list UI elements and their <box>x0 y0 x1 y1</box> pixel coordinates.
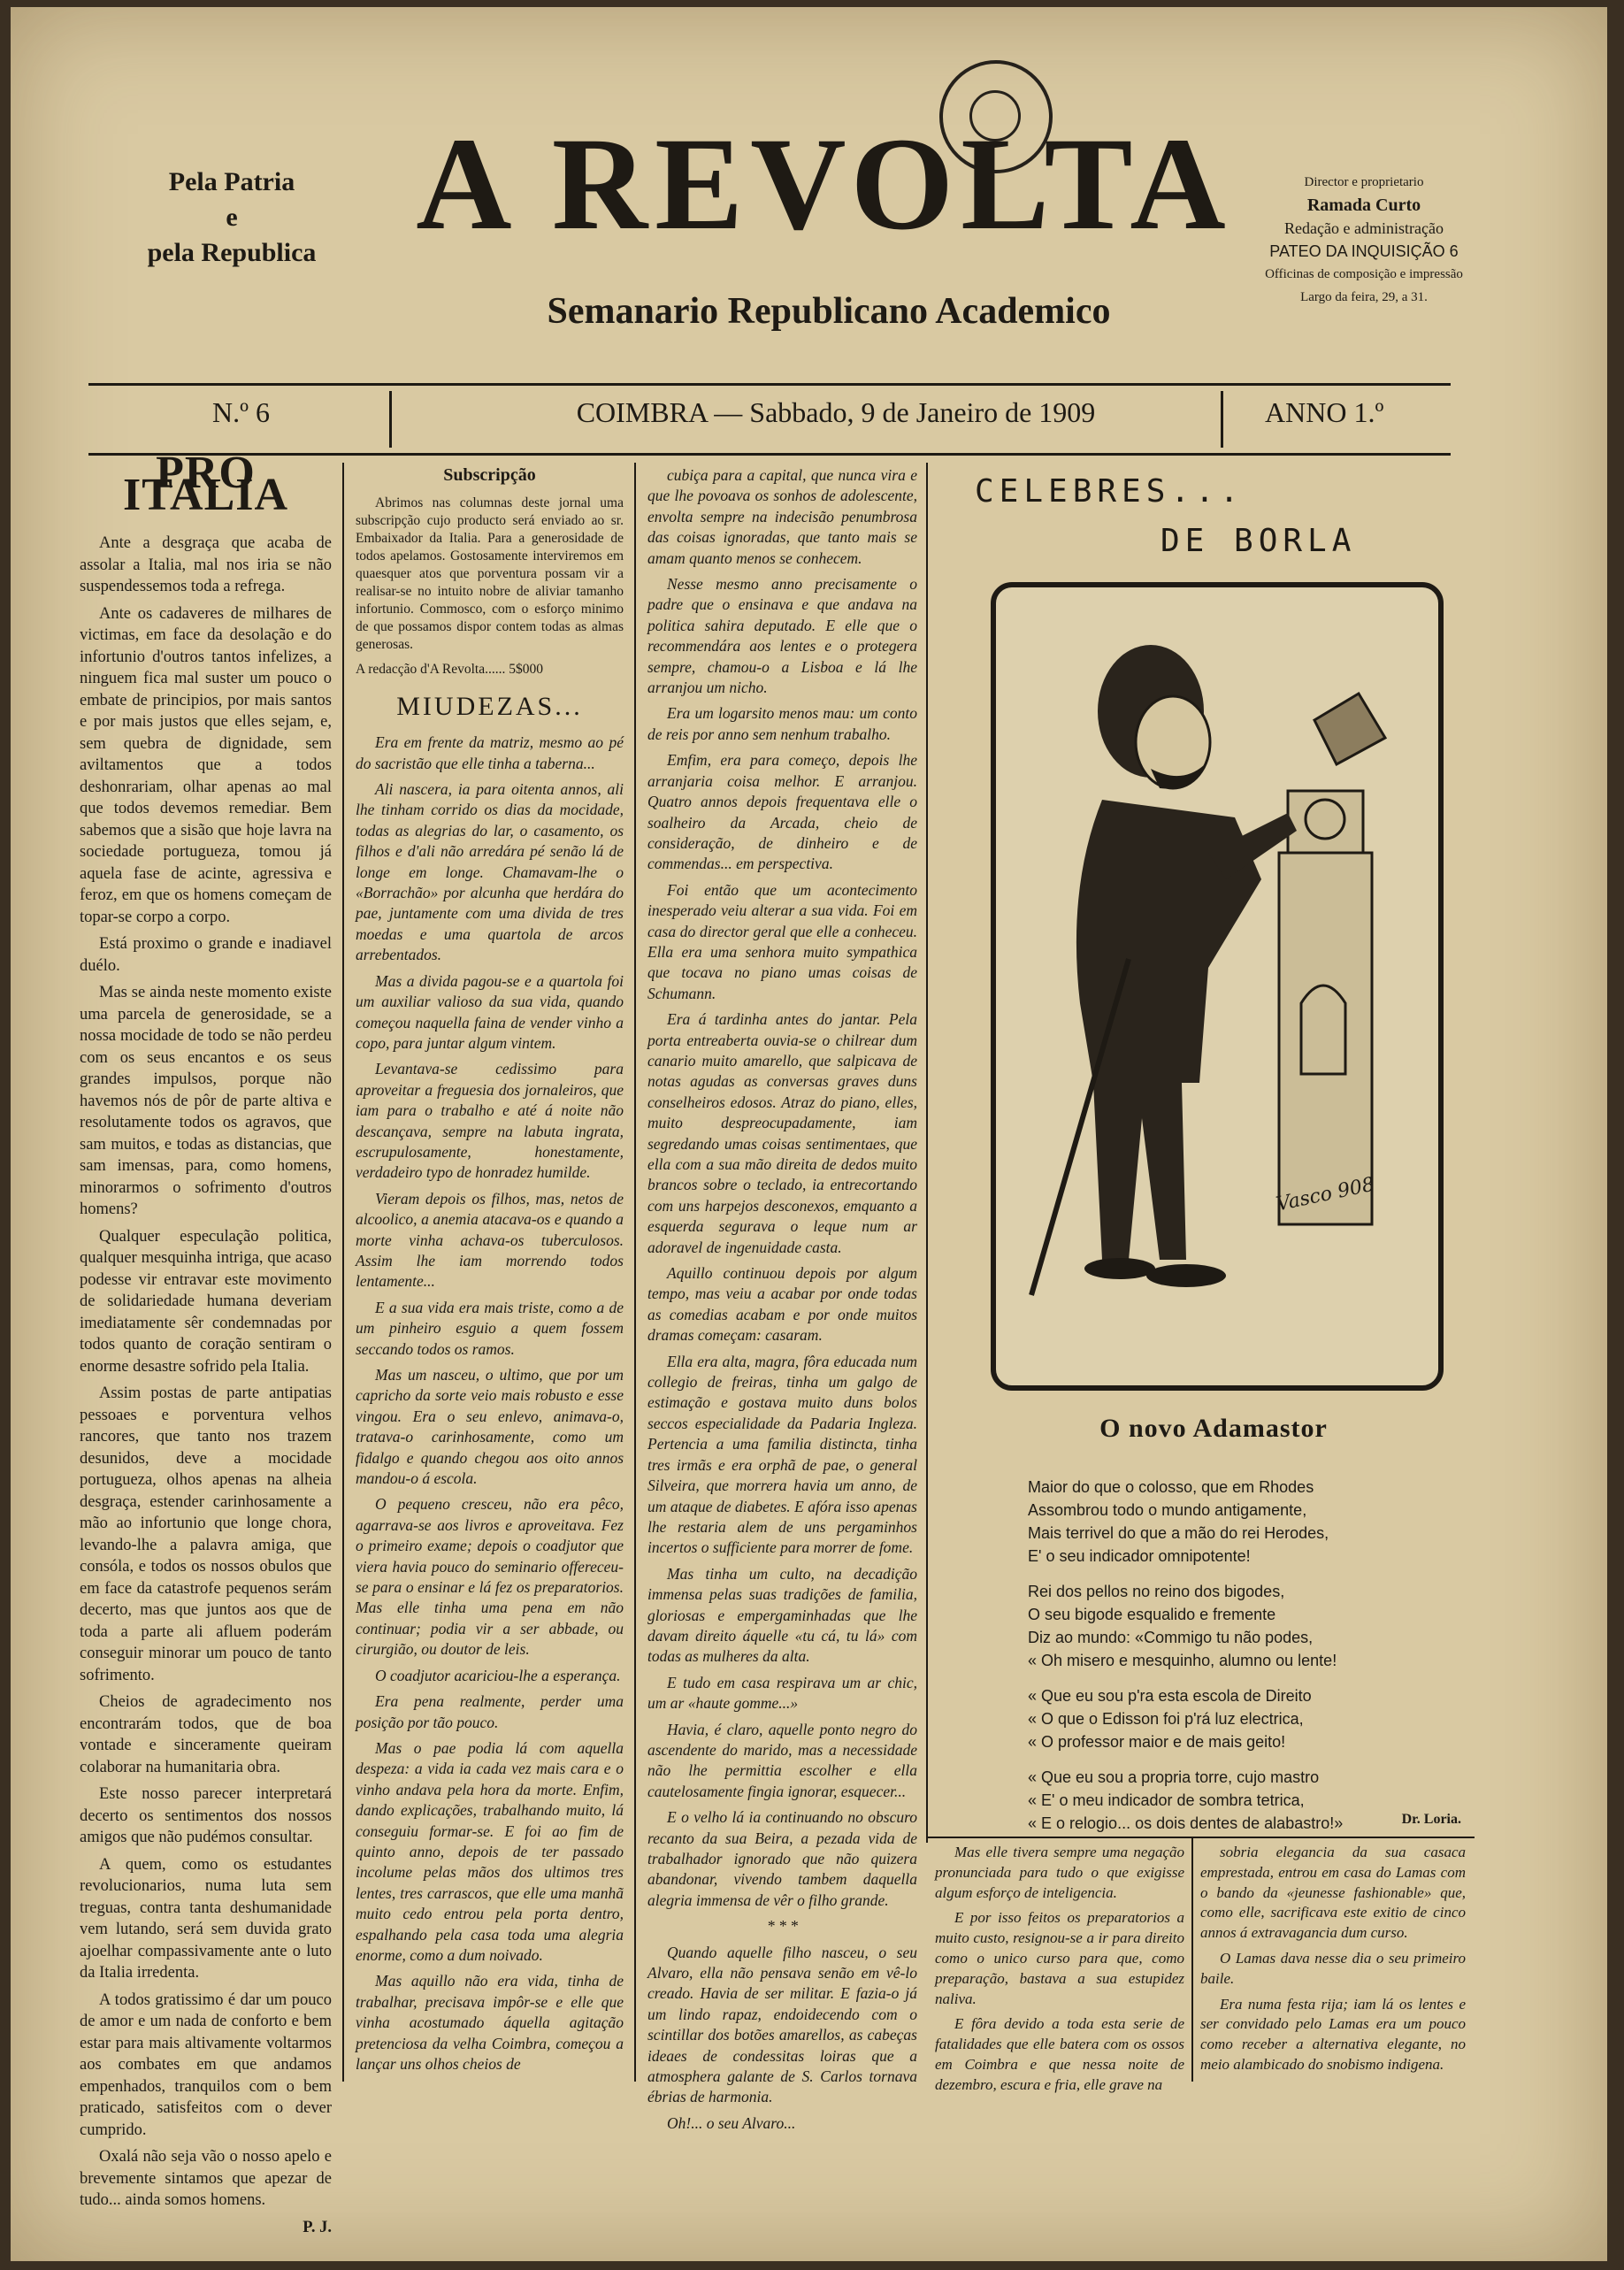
oficinas-label: Officinas de composição e impressão <box>1265 267 1463 281</box>
dateline-divider <box>389 391 392 448</box>
story-paragraph: Ella era alta, magra, fôra educada num collegio de freiras, tinha um galgo de estimação e gostava muito duns bolos seccos especialidade da Padaria Ingleza. Pertencia a uma familia distincta, tinha tres irmãs e era orphã de pae, o general Silveira, que morrera havia um anno, de um ataque de diabetes. E afóra isso apenas lhe restaria alem de uns pergaminhos incertos o sufficiente para morrer de fome. <box>647 1352 917 1557</box>
clock-tower <box>1279 694 1385 1224</box>
newspaper-title: A REVOLTA <box>416 111 1233 257</box>
poem-line: « Oh misero e mesquinho, alumno ou lente! <box>1028 1652 1337 1669</box>
artist-signature: Vasco 908 <box>1274 1173 1377 1216</box>
story-paragraph: Levantava-se cedissimo para aproveitar a freguesia dos jornaleiros, que iam para o trabalho e até á noite não descançava, sempre na labuta ingrata, escrupulosamente, honestamente, verdadeiro typo de honradez humilde. <box>356 1060 624 1182</box>
story-paragraph: Quando aquelle filho nasceu, o seu Alvaro, ella não pensava senão em vê-lo creado. Havia de ser militar. E fazia-o já um lindo rapaz, endoidecendo com o scintillar dos botões amarellos, as cabeças ideaes de condessitas loiras que a atmosphera galante de S. Carlos tornava ébrias de harmonia. <box>647 1943 917 2106</box>
poem-line: Mais terrivel do que a mão do rei Herodes, <box>1028 1524 1329 1542</box>
caricature-illustration <box>991 582 1444 1391</box>
article-paragraph: Ante os cadaveres de milhares de victimas, em face da desolação e do infortunio d'outros tantos infelizes, a ninguem fica mal suster um pouco o embate de principios, por mais santos e por mais justos que elles sejam, e, sem quebra de dignidade, sem aviltamentos que a todos deshonrariam, olhar apenas ao mal que todos devemos remediar. Bem sabemos que a sisão que hoje lavra na sociedade portugueza, tomou já aquela fase de acinte, agressiva e feroz, em que os homens começam de topar-se corpo a corpo. <box>80 604 332 926</box>
poem-line: O seu bigode esqualido e fremente <box>1028 1606 1276 1623</box>
story-paragraph: Mas um nasceu, o ultimo, que por um capricho da sorte veio mais robusto e esse vingou. Era o seu enlevo, animava-o, tratava-o carinhosamente, como um fidalgo e quando chegou aos oito annos mandou-o á escola. <box>356 1366 624 1488</box>
year-volume: ANNO 1.º <box>1265 396 1384 428</box>
motto-line: e <box>226 203 238 232</box>
cartoon-heading <box>975 467 1435 566</box>
story-paragraph: O Lamas dava nesse dia o seu primeiro baile. <box>1200 1949 1466 1987</box>
article-signature: P. J. <box>303 2218 332 2236</box>
story-paragraph: Emfim, era para começo, depois lhe arranjaria coisa melhor. E arranjou. Quatro annos depois frequentava elle o soalheiro da Arcada, cheio de consideração, de dinheiro e de commendas... em perspectiva. <box>647 751 917 873</box>
article-headline: PRO ITALIA <box>122 448 289 520</box>
redacao-label: Redação e administração <box>1284 219 1444 237</box>
article-paragraph: Ante a desgraça que acaba de assolar a Italia, mal nos iria se não suspendessemos toda a refrega. <box>80 534 332 595</box>
poem-line: « E' o meu indicador de sombra tetrica, <box>1028 1791 1305 1809</box>
story-paragraph: Era em frente da matriz, mesmo ao pé do sacristão que elle tinha a taberna... <box>356 733 624 772</box>
newspaper-subtitle: Semanario Republicano Academico <box>547 291 1111 332</box>
article-paragraph: Oxalá não seja vão o nosso apelo e brevemente sintamos que apezar de tudo... ainda somos homens. <box>80 2148 332 2209</box>
director-box <box>1222 171 1505 309</box>
subscription-line: A redacção d'A Revolta...... 5$000 <box>356 662 543 678</box>
caricature-figure <box>1031 645 1297 1295</box>
miudezas-story <box>356 732 624 2074</box>
cartoon-heading-line1: CELEBRES... <box>975 473 1245 510</box>
story-paragraph: E por isso feitos os preparatorios a muito custo, resignou-se a ir para direito como o unico curso para que, como preparação, bastava a sua estupidez naliva. <box>935 1909 1184 2007</box>
story-paragraph: Mas elle tivera sempre uma negação pronunciada para tudo o que exigisse algum esforço de inteligencia. <box>935 1844 1184 1901</box>
story-paragraph: Era numa festa rija; iam lá os lentes e ser convidado pelo Lamas era um pouco como receber a alternativa elegante, no meio alambicado do snobismo indigena. <box>1200 1995 1466 2073</box>
subscription-text: Abrimos nas columnas deste jornal uma subscripção cujo producto será enviado ao sr. Embaixador da Italia. Para a generosidade de todos apelamos. Gostosamente interviremos em quaesquer atos que porventura possam vir a realisar-se no intuito nobre de aliviar tamanho infortunio. Commosco, com o esforço minimo de que possamos dispor contem todas as almas generosas. <box>356 495 624 653</box>
story-paragraph: O coadjutor acariciou-lhe a esperança. <box>375 1666 621 1684</box>
poem-line: « Que eu sou p'ra esta escola de Direito <box>1028 1687 1312 1705</box>
article-pro-italia <box>80 448 332 2236</box>
column-rule <box>634 463 636 2082</box>
story-paragraph: O pequeno cresceu, não era pêco, agarrava-se aos livros e aproveitava. Fez o primeiro exame; depois o coadjutor que viera havia pouco do seminario offereceu-se para o ensinar e lá fez os preparatorios. Mas elle tinha uma pena em não continuar; podia vir a ser abbade, ou cirurgião, ou doutor de leis. <box>356 1495 624 1659</box>
director-name: Ramada Curto <box>1306 196 1421 215</box>
poem-body <box>1028 1476 1470 1847</box>
story-paragraph: Mas aquillo não era vida, tinha de trabalhar, precisava impôr-se e elle que vinha acostumado áquella agitação pretenciosa da velha Coimbra, começou a lançar uns olhos cheios de <box>356 1972 624 2073</box>
place-date: COIMBRA — Sabbado, 9 de Janeiro de 1909 <box>576 396 1096 428</box>
column-two <box>356 465 624 2084</box>
newspaper-page <box>11 7 1607 2261</box>
story-paragraph: sobria elegancia da sua casaca emprestada, entrou em casa do Lamas com o bando da «jeunesse fashionable» que, como elle, sacrificava este exitio de cinco annos á extravagancia dum curso. <box>1200 1844 1466 1942</box>
cartoon-heading-line2: DE BORLA <box>1161 523 1357 559</box>
story-paragraph: Nesse mesmo anno precisamente o padre que o ensinava e que andava na politica sahira deputado. E elle que o recommendára aos lentes e o protegera sempre, chamou-o a Lisboa e lá lhe arranjou um nicho. <box>647 575 917 697</box>
subscription-heading: Subscripção <box>443 465 536 485</box>
story-paragraph: Mas o pae podia lá com aquella despeza: a vida ia cada vez mais cara e o vinho andava pela hora da morte. Enfim, dando explicações, trabalhando muito, lá conseguiu formar-se. E foi ao fim de quinto anno, depois de ter passado incolume pelas mãos dos ultimos tres lentes, tres carrascos, que elle uma manhã muito cedo entrou pela porta dentro, espalhando pela casa toda uma alegria enorme, como a dum noivado. <box>356 1738 624 1964</box>
caricature-drawing <box>996 587 1438 1385</box>
column-rule <box>926 463 928 1843</box>
dateline-divider <box>1221 391 1223 448</box>
poem-line: « E o relogio... os dois dentes de alabastro!» <box>1028 1814 1344 1832</box>
director-label: Director e proprietario <box>1304 175 1424 189</box>
poem-line: Rei dos pellos no reino dos bigodes, <box>1028 1583 1285 1600</box>
poem-stanza <box>1028 1684 1470 1753</box>
miudezas-heading: MIUDEZAS... <box>396 691 583 721</box>
poem-line: « O que o Edisson foi p'rá luz electrica, <box>1028 1710 1304 1728</box>
redacao-address: PATEO DA INQUISIÇÃO 6 <box>1269 242 1459 260</box>
story-paragraph: Mas tinha um culto, na decadição immensa pelas suas tradições de familia, gloriosas e empergaminhadas que lhe davam direito áquelle «tu cá, tu lá» com todas as mulheres da alta. <box>647 1564 917 1666</box>
motto-line: Pela Patria <box>168 167 295 196</box>
poem-line: Diz ao mundo: «Commigo tu não podes, <box>1028 1629 1314 1646</box>
poem-stanza <box>1028 1580 1470 1672</box>
story-paragraph: E o velho lá ia continuando no obscuro recanto da sua Beira, a pezada vida de trabalhador ignorado que não quizera abandonar, vivendo tambem daquella alegria immensa de vêr o filho grande. <box>647 1808 917 1909</box>
story-paragraph: cubiça para a capital, que nunca vira e que lhe povoava os sonhos de adolescente, envolta sempre na indecisão penumbrosa das coisas ignoradas, que tanto mais se amam quanto menos se conhecem. <box>647 466 917 567</box>
article-paragraph: Cheios de agradecimento nos encontrarám todos, que de boa vontade e sinceramente queiram colaborar na humanitaria obra. <box>80 1693 332 1776</box>
column-three <box>647 465 917 2132</box>
column-five <box>1200 1843 1466 2082</box>
column-rule <box>1191 1838 1193 2082</box>
story-paragraph: Mas a divida pagou-se e a quartola foi um auxiliar valioso da sua vida, quando começou naquella faina de vender vinho a copo, para juntar algum vintem. <box>356 971 624 1052</box>
article-paragraph: Este nosso parecer interpretará decerto os sentimentos dos nossos amigos que não pudémos consultar. <box>80 1785 332 1846</box>
dateline-bar <box>88 383 1451 456</box>
oficinas-address: Largo da feira, 29, a 31. <box>1300 290 1428 304</box>
story-paragraph: Ali nascera, ia para oitenta annos, ali lhe tinham corrido os dias da mocidade, todas as alegrias do lar, o casamento, os filhos e d'ali não arredára pé senão lá de longe em longe. Chamavam-lhe o «Borrachão» por alcunha que herdára do pae, juntamente com uma divida de tres moedas e uma quartola de arcos arrebentados. <box>356 780 624 964</box>
poem-stanza <box>1028 1476 1470 1568</box>
story-paragraph: Era pena realmente, perder uma posição por tão pouco. <box>356 1692 624 1731</box>
motto <box>73 165 391 271</box>
story-paragraph: Foi então que um acontecimento inesperado veiu alterar a sua vida. Foi em casa do director geral que elle a conheceu. Ella era uma senhora muito sympathica que tocava no piano umas coisas de Schumann. <box>647 880 917 1002</box>
article-paragraph: A quem, como os estudantes revolucionarios, numa luta sem treguas, contra tanta deshumanidade vem lutando, será sem duvida grato ajoelhar compassivamente ante o luto da Italia irredenta. <box>80 1855 332 1982</box>
story-paragraph: Vieram depois os filhos, mas, netos de alcoolico, a anemia atacava-os e quando a morte vinha achava-os tuberculosos. Assim lhe iam morrendo todos lentamente... <box>356 1189 624 1291</box>
poem-line: « Que eu sou a propria torre, cujo mastro <box>1028 1768 1320 1786</box>
column-four <box>935 1843 1184 2093</box>
article-paragraph: Assim postas de parte antipatias pessoaes e porventura velhos rancores, que tanto nos trazem desunidos, deve a mocidade portugueza, olhos apenas na alheia desgraça, estender carinhosamente a mão ao infortunio que longe chora, levando-lhe a palavra amiga, que consóla, e todos os nossos obulos que em face da catastrofe pequenos serám decerto, mas que juntos aos que de toda a parte ali afluem poderám conseguir minorar um pouco de tanto sofrimento. <box>80 1384 332 1684</box>
article-paragraph: Mas se ainda neste momento existe uma parcela de generosidade, se a nossa mocidade de todo se não perdeu com os seus encantos e os seus grandes impulsos, porque não havemos nós de pôr de parte altiva e resolutamente todos os agravos, que sam muitos, e todas as distancias, que sam imensas, para, como homens, minorarmos o sofrimento d'outros homens? <box>80 984 332 1218</box>
article-paragraph: A todos gratissimo é dar um pouco de amor e um nada de conforto e bem estar para mais altivamente voltarmos aos combates em que andamos empenhados, tranquilos com o bem praticado, satisfeitos com o dever cumprido. <box>80 1990 332 2139</box>
motto-line: pela Republica <box>147 238 317 267</box>
poem-signature: Dr. Loria. <box>1401 1812 1461 1827</box>
story-paragraph: Aquillo continuou depois por algum tempo, mas veiu a acabar por onde todas as comedias acabam e por onde muitos dramas começam: casaram. <box>647 1264 917 1345</box>
article-paragraph: Qualquer especulação politica, qualquer mesquinha intriga, que acaso podesse vir entravar este movimento de solidariedade humana deveriam imediatamente sêr condemnadas por todos quanto de coração sentiram o enorme desastre sofrido pela Italia. <box>80 1227 332 1376</box>
poem-line: Maior do que o colosso, que em Rhodes <box>1028 1478 1314 1496</box>
poem-line: Assombrou todo o mundo antigamente, <box>1028 1501 1307 1519</box>
story-paragraph: E a sua vida era mais triste, como a de um pinheiro esguio a quem fossem seccando todos os ramos. <box>356 1298 624 1358</box>
story-paragraph: E fôra devido a toda esta serie de fatalidades que elle batera com os ossos em Coimbra e que nessa noite de dezembro, escura e fria, elle grave na <box>935 2015 1184 2093</box>
story-paragraph: Oh!... o seu Alvaro... <box>667 2113 796 2132</box>
section-asterisks: * * * <box>767 1917 798 1936</box>
issue-number: N.º 6 <box>212 396 271 428</box>
story-paragraph: Era á tardinha antes do jantar. Pela porta entreaberta ouvia-se o chilrear dum canario muito amarello, que salpicava de notas agudas as conversas graves duns conselheiros edosos. Atraz do piano, elles, muito despreocupadamente, iam segredando umas coisas sentimentaes, que ella com a sua mão direita de dedos muito brancos sobre o teclado, ia entrecortando com uns harpejos desconexos, emquanto a esquerda segurava o leque num ar adoravel de ingenuidade casta. <box>647 1010 917 1256</box>
story-paragraph: Era um logarsito menos mau: um conto de reis por anno sem nenhum trabalho. <box>647 704 917 743</box>
story-paragraph: Havia, é claro, aquelle ponto negro do ascendente do marido, mas a necessidade não lhe permittia escolher e ella cautelosamente fingia ignorar, esquecer... <box>647 1720 917 1800</box>
poem-line: E' o seu indicador omnipotente! <box>1028 1547 1251 1565</box>
story-paragraph: E tudo em casa respirava um ar chic, um ar «haute gomme...» <box>647 1673 917 1713</box>
column-rule <box>342 463 344 2082</box>
poem-line: « O professor maior e de mais geito! <box>1028 1733 1286 1751</box>
poem-title: O novo Adamastor <box>1099 1414 1328 1443</box>
article-paragraph: Está proximo o grande e inadiavel duélo. <box>80 935 332 975</box>
